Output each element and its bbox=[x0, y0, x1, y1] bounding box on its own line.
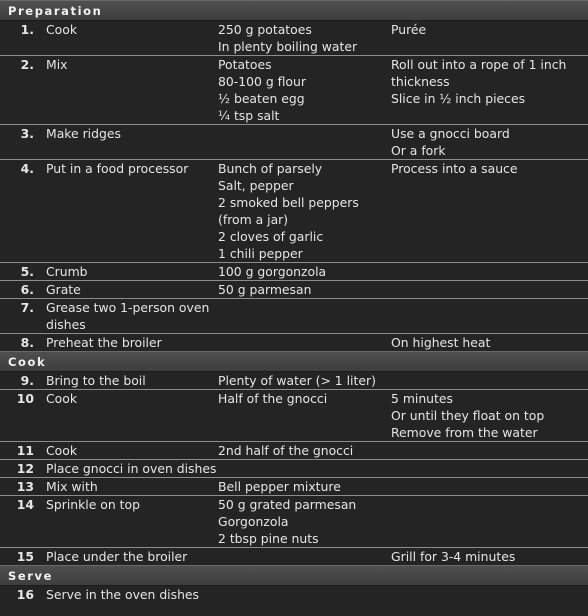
step-notes bbox=[391, 586, 588, 603]
ingredient-line: 2 cloves of garlic bbox=[218, 229, 324, 244]
ingredient-line: Bunch of parsely bbox=[218, 161, 323, 176]
step-notes bbox=[391, 263, 588, 281]
step-notes bbox=[391, 390, 588, 442]
ingredient-line: 2 smoked bell peppers bbox=[218, 195, 359, 210]
step-notes bbox=[391, 496, 588, 548]
steps-table bbox=[0, 21, 588, 351]
step-notes bbox=[391, 299, 588, 334]
step-row bbox=[0, 263, 588, 281]
step-action: Place under the broiler bbox=[46, 549, 188, 564]
step-notes bbox=[391, 160, 588, 263]
section-header: Preparation bbox=[0, 0, 588, 21]
step-action: Put in a food processor bbox=[46, 160, 218, 263]
step-row bbox=[0, 460, 588, 478]
step-ingredients bbox=[218, 496, 391, 548]
step-number: 7. bbox=[0, 299, 46, 334]
step-action: Grate bbox=[46, 281, 218, 299]
step-row bbox=[0, 56, 588, 125]
step-number: 9. bbox=[0, 372, 46, 390]
ingredient-line: 1 chili pepper bbox=[218, 246, 303, 261]
step-action: Place gnocci in oven dishes bbox=[46, 461, 217, 476]
step-notes bbox=[391, 21, 588, 56]
ingredient-line: In plenty boiling water bbox=[218, 39, 358, 54]
step-row bbox=[0, 586, 588, 603]
step-number: 4. bbox=[0, 160, 46, 263]
step-notes bbox=[391, 442, 588, 460]
note-line: On highest heat bbox=[391, 335, 491, 350]
note-line: Or a fork bbox=[391, 143, 446, 158]
step-ingredients bbox=[218, 548, 391, 566]
step-action: Preheat the broiler bbox=[46, 335, 162, 350]
ingredient-line: 50 g parmesan bbox=[218, 282, 312, 297]
ingredient-line: (from a jar) bbox=[218, 212, 289, 227]
ingredient-line: Half of the gnocci bbox=[218, 391, 328, 406]
step-number: 13 bbox=[0, 478, 46, 496]
step-action: Crumb bbox=[46, 263, 218, 281]
step-row bbox=[0, 21, 588, 56]
step-notes bbox=[391, 478, 588, 496]
step-notes bbox=[391, 460, 588, 478]
ingredient-line: Potatoes bbox=[218, 57, 272, 72]
step-number: 6. bbox=[0, 281, 46, 299]
step-action: Serve in the oven dishes bbox=[46, 587, 200, 602]
step-row bbox=[0, 548, 588, 566]
note-line: Slice in ½ inch pieces bbox=[391, 91, 526, 106]
ingredient-line: Plenty of water (> 1 liter) bbox=[218, 373, 376, 388]
step-ingredients bbox=[218, 334, 391, 352]
step-row bbox=[0, 160, 588, 263]
step-ingredients bbox=[218, 281, 391, 299]
steps-table bbox=[0, 586, 588, 603]
step-number: 15 bbox=[16, 549, 34, 564]
note-line: Remove from the water bbox=[391, 425, 538, 440]
step-number: 2. bbox=[0, 56, 46, 125]
step-number: 11 bbox=[0, 442, 46, 460]
step-action: Make ridges bbox=[46, 125, 218, 160]
step-notes bbox=[391, 548, 588, 566]
step-row bbox=[0, 281, 588, 299]
step-ingredients bbox=[218, 125, 391, 160]
ingredient-line: Bell pepper mixture bbox=[218, 479, 341, 494]
step-ingredients bbox=[218, 299, 391, 334]
ingredient-line: ½ beaten egg bbox=[218, 91, 305, 106]
step-action: Mix with bbox=[46, 478, 218, 496]
step-number: 10 bbox=[0, 390, 46, 442]
step-number: 14 bbox=[0, 496, 46, 548]
note-line: thickness bbox=[391, 74, 450, 89]
step-ingredients bbox=[218, 390, 391, 442]
note-line: Grill for 3-4 minutes bbox=[391, 549, 516, 564]
step-number: 12 bbox=[0, 460, 46, 478]
ingredient-line: 50 g grated parmesan bbox=[218, 497, 357, 512]
step-row bbox=[0, 372, 588, 390]
step-notes bbox=[391, 125, 588, 160]
step-number: 16 bbox=[16, 587, 34, 602]
step-action: Grease two 1-person oven dishes bbox=[46, 299, 218, 334]
ingredient-line: Gorgonzola bbox=[218, 514, 289, 529]
step-row bbox=[0, 299, 588, 334]
note-line: Purée bbox=[391, 22, 427, 37]
steps-table bbox=[0, 372, 588, 565]
note-line: Process into a sauce bbox=[391, 161, 518, 176]
step-notes bbox=[391, 56, 588, 125]
step-row bbox=[0, 478, 588, 496]
step-ingredients bbox=[218, 263, 391, 281]
step-notes bbox=[391, 281, 588, 299]
step-ingredients bbox=[218, 56, 391, 125]
step-notes bbox=[391, 334, 588, 352]
step-action: Cook bbox=[46, 442, 218, 460]
step-ingredients bbox=[218, 160, 391, 263]
step-action: Mix bbox=[46, 56, 218, 125]
step-action: Cook bbox=[46, 390, 218, 442]
step-ingredients bbox=[218, 372, 391, 390]
section-header: Cook bbox=[0, 351, 588, 372]
step-row bbox=[0, 334, 588, 352]
step-number: 3. bbox=[0, 125, 46, 160]
step-ingredients bbox=[218, 478, 391, 496]
ingredient-line: 80-100 g flour bbox=[218, 74, 306, 89]
ingredient-line: Salt, pepper bbox=[218, 178, 294, 193]
ingredient-line: 250 g potatoes bbox=[218, 22, 312, 37]
step-row bbox=[0, 125, 588, 160]
ingredient-line: 100 g gorgonzola bbox=[218, 264, 327, 279]
note-line: Or until they float on top bbox=[391, 408, 545, 423]
step-action: Bring to the boil bbox=[46, 372, 218, 390]
step-row bbox=[0, 442, 588, 460]
step-number: 1. bbox=[0, 21, 46, 56]
step-ingredients bbox=[218, 442, 391, 460]
step-action: Cook bbox=[46, 21, 218, 56]
step-row bbox=[0, 390, 588, 442]
note-line: Use a gnocci board bbox=[391, 126, 510, 141]
step-number: 5. bbox=[0, 263, 46, 281]
step-row bbox=[0, 496, 588, 548]
ingredient-line: 2 tbsp pine nuts bbox=[218, 531, 319, 546]
step-ingredients bbox=[218, 586, 391, 603]
ingredient-line: 2nd half of the gnocci bbox=[218, 443, 354, 458]
note-line: Roll out into a rope of 1 inch bbox=[391, 57, 567, 72]
step-ingredients bbox=[218, 21, 391, 56]
step-number: 8. bbox=[20, 335, 34, 350]
note-line: 5 minutes bbox=[391, 391, 453, 406]
step-notes bbox=[391, 372, 588, 390]
step-action: Sprinkle on top bbox=[46, 496, 218, 548]
ingredient-line: ¼ tsp salt bbox=[218, 108, 280, 123]
step-ingredients bbox=[218, 460, 391, 478]
section-header: Serve bbox=[0, 565, 588, 586]
